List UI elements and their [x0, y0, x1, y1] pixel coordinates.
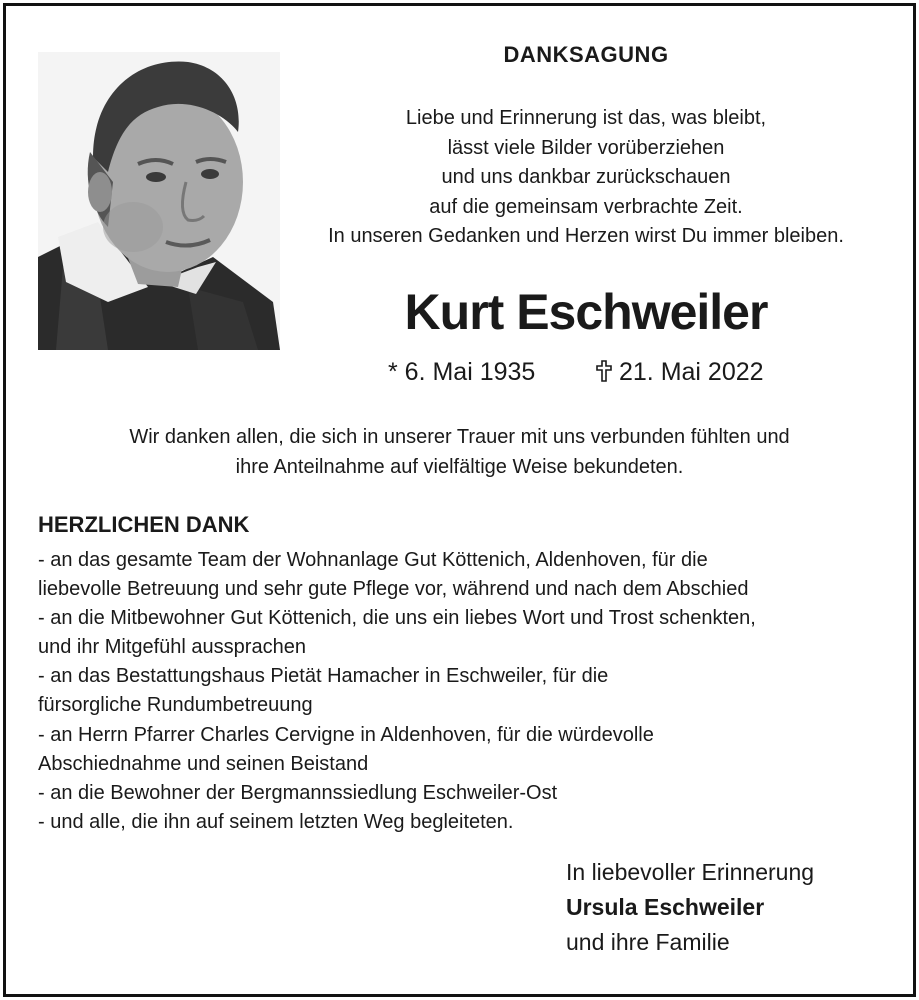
- death-date: 21. Mai 2022: [619, 358, 764, 386]
- dank-list: [38, 546, 898, 837]
- deceased-name: Kurt Eschweiler: [404, 284, 768, 340]
- poem-line: auf die gemeinsam verbrachte Zeit.: [429, 195, 743, 218]
- poem-line: In unseren Gedanken und Herzen wirst Du immer bleiben.: [328, 225, 844, 247]
- cross-icon: [596, 360, 612, 382]
- dank-line: fürsorgliche Rundumbetreuung: [38, 694, 313, 717]
- dank-line: - an Herrn Pfarrer Charles Cervigne in Aldenhoven, für die würdevolle: [38, 723, 654, 746]
- signature-intro: In liebevoller Erinnerung: [566, 859, 815, 885]
- dank-line: und ihr Mitgefühl aussprachen: [38, 636, 306, 659]
- poem-line: lässt viele Bilder vorüberziehen: [447, 136, 725, 159]
- poem-line: Liebe und Erinnerung ist das, was bleibt,: [405, 107, 767, 129]
- signature-name: Ursula Eschweiler: [566, 894, 765, 920]
- thanks-line: Wir danken allen, die sich in unserer Trauer mit uns verbunden fühlten und: [129, 426, 790, 448]
- dank-line: - an die Bewohner der Bergmannssiedlung Eschweiler-Ost: [38, 781, 558, 804]
- herzlichen-dank-title: HERZLICHEN DANK: [38, 512, 250, 537]
- portrait-photo-image: [38, 52, 280, 350]
- poem-line: und uns dankbar zurückschauen: [441, 166, 731, 188]
- thanks-line: ihre Anteilnahme auf vielfältige Weise bekundeten.: [235, 456, 684, 478]
- dank-line: liebevolle Betreuung und sehr gute Pflege vor, während und nach dem Abschied: [38, 578, 749, 601]
- dank-line: - und alle, die ihn auf seinem letzten Weg begleiteten.: [38, 810, 514, 833]
- dank-line: - an das Bestattungshaus Pietät Hamacher in Eschweiler, für die: [38, 665, 609, 688]
- dank-line: - an das gesamte Team der Wohnanlage Gut Köttenich, Aldenhoven, für die: [38, 549, 708, 571]
- signature-block: [566, 855, 814, 960]
- dank-line: Abschiednahme und seinen Beistand: [38, 752, 369, 775]
- heading-danksagung: DANKSAGUNG: [503, 42, 669, 67]
- signature-family: und ihre Familie: [566, 929, 730, 955]
- poem: [290, 104, 882, 252]
- thanks-paragraph: [40, 422, 879, 482]
- death-date-group: [596, 358, 764, 387]
- portrait-photo: [38, 52, 280, 350]
- birth-date: * 6. Mai 1935: [388, 358, 536, 386]
- dank-line: - an die Mitbewohner Gut Köttenich, die uns ein liebes Wort und Trost schenkten,: [38, 607, 756, 630]
